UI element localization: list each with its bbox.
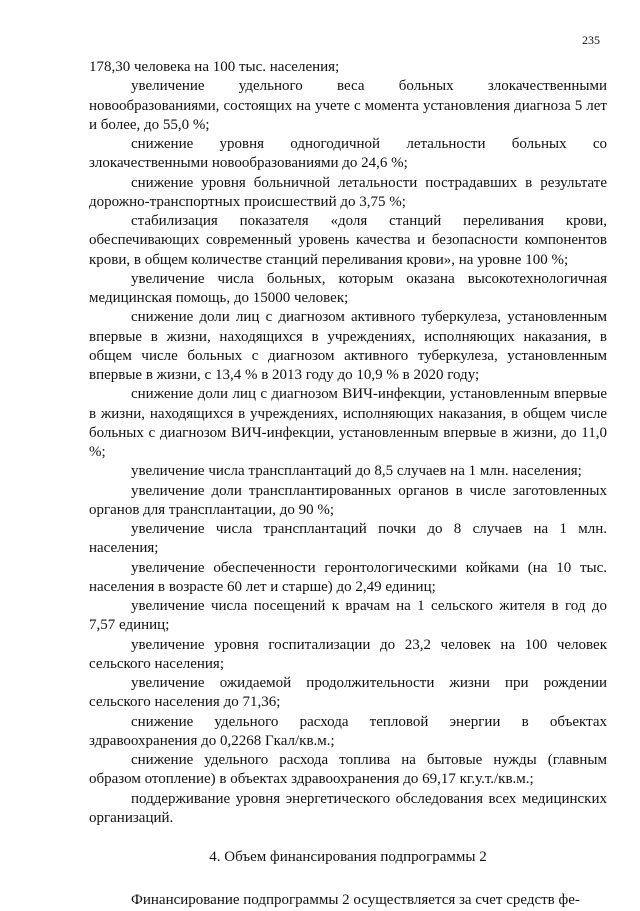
paragraph: поддерживание уровня энергетического обследования всех медицинских организаций. [89, 790, 607, 826]
paragraph: 178,30 человека на 100 тыс. населения; [89, 59, 340, 75]
paragraph: увеличение числа больных, которым оказана высокотехнологичная медицинская помощь, до 15000 человек; [89, 270, 607, 306]
paragraph: увеличение числа трансплантаций почки до 8 случаев на 1 млн. населения; [89, 521, 607, 557]
paragraph: снижение удельного расхода тепловой энергии в объектах здравоохранения до 0,2268 Гкал/кв.м.; [89, 713, 607, 749]
paragraph: увеличение числа трансплантаций до 8,5 случаев на 1 млн. населения; [131, 463, 582, 480]
paragraph: стабилизация показателя «доля станций переливания крови, обеспечивающих современный уровень качества и безопасности компонентов крови, в общем количестве станций переливания крови», на уровне 100 %; [89, 213, 607, 268]
paragraph: увеличение ожидаемой продолжительности жизни при рождении сельского населения до 71,36; [89, 675, 607, 711]
paragraph: снижение доли лиц с диагнозом активного туберкулеза, установленным впервые в жизни, находящихся в учреждениях, исполняющих наказания, в общем числе больных с диагнозом активного туберкулеза, установленным впервые в жизни, с 13,4 % в 2013 году до 10,9 % в 2020 году; [89, 309, 607, 383]
paragraph: снижение уровня больничной летальности пострадавших в результате дорожно-транспортных происшествий до 3,75 %; [89, 174, 607, 210]
document-body [89, 58, 607, 911]
final-paragraph: Финансирование подпрограммы 2 осуществляется за счет средств фе- [131, 892, 580, 909]
paragraph: увеличение числа посещений к врачам на 1 сельского жителя в год до 7,57 единиц; [89, 598, 607, 634]
paragraph: снижение уровня одногодичной летальности больных со злокачественными новообразованиями до 24,6 %; [89, 136, 607, 172]
page-number: 235 [582, 33, 600, 47]
paragraph: снижение удельного расхода топлива на бытовые нужды (главным образом отопление) в объектах здравоохранения до 69,17 кг.у.т./кв.м.; [89, 752, 607, 788]
paragraph: снижение доли лиц с диагнозом ВИЧ-инфекции, установленным впервые в жизни, находящихся в учреждениях, исполняющих наказания, в общем числе больных с диагнозом ВИЧ-инфекции, установленным впервые в жизни, до 11,0 %; [89, 386, 607, 460]
paragraph: увеличение удельного веса больных злокачественными новообразованиями, состоящих на учете с момента установления диагноза 5 лет и более, до 55,0 %; [89, 78, 607, 133]
section-heading: 4. Объем финансирования подпрограммы 2 [209, 849, 487, 865]
paragraph: увеличение доли трансплантированных органов в числе заготовленных органов для трансплантации, до 90 %; [89, 482, 607, 518]
paragraph: увеличение обеспеченности геронтологическими койками (на 10 тыс. населения в возрасте 60 лет и старше) до 2,49 единиц; [89, 559, 607, 595]
paragraph: увеличение уровня госпитализации до 23,2 человек на 100 человек сельского населения; [89, 636, 607, 672]
